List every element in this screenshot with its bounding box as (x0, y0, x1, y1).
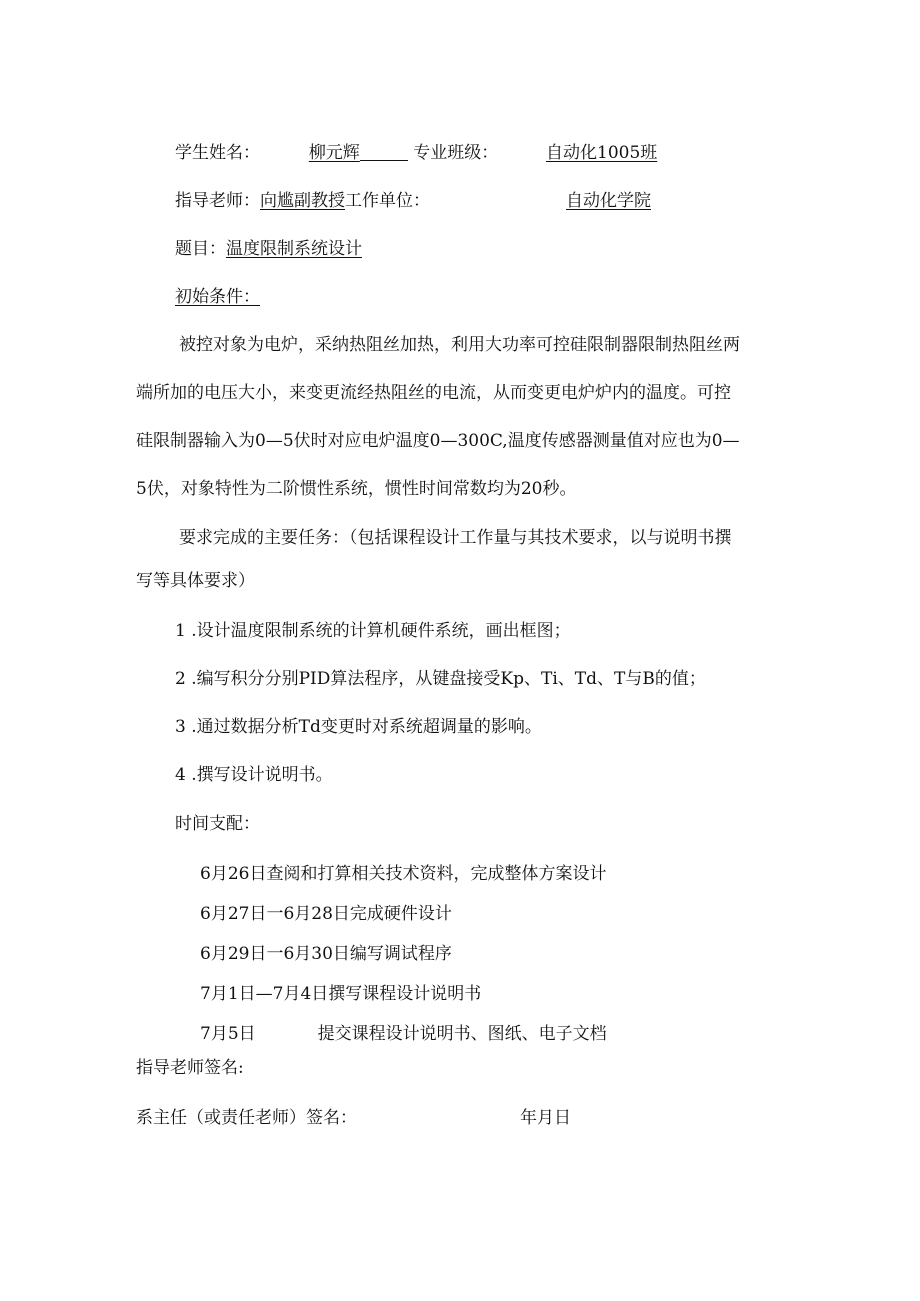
schedule-task: 编写调试程序 (349, 944, 452, 964)
requirements-intro-2: 写等具体要求） (136, 571, 255, 591)
director-signature-label: 系主任（或责任老师）签名： (136, 1108, 357, 1128)
schedule-heading: 时间支配： (175, 814, 260, 834)
topic-label: 题目： (175, 239, 226, 259)
schedule-date: 7月5日 (200, 1024, 256, 1044)
requirement-item-3: 3 .通过数据分析Td变更时对系统超调量的影响。 (175, 717, 542, 737)
schedule-item-4 (200, 983, 481, 1005)
schedule-date: 6月27日一6月28日 (200, 904, 350, 924)
unit-value: 自动化学院 (566, 191, 651, 211)
schedule-date: 6月26日 (200, 864, 267, 884)
initial-line-3: 硅限制器输入为0—5伏时对应电炉温度0—300C,温度传感器测量值对应也为0— (136, 431, 740, 451)
schedule-date: 7月1日—7月4日 (200, 984, 329, 1004)
schedule-task: 撰写课程设计说明书 (328, 984, 482, 1004)
schedule-item-5 (200, 1023, 607, 1045)
student-name-value: 柳元辉 (308, 143, 360, 163)
schedule-item-1 (200, 863, 606, 885)
initial-line-4: 5伏，对象特性为二阶惯性系统，惯性时间常数均为20秒。 (136, 479, 577, 499)
schedule-item-3 (200, 943, 452, 965)
initial-conditions-heading: 初始条件： (175, 287, 260, 307)
advisor-label: 指导老师： (175, 191, 260, 211)
schedule-task: 提交课程设计说明书、图纸、电子文档 (317, 1024, 607, 1044)
class-value-wrap (546, 142, 657, 164)
initial-line-1: 被控对象为电炉，采纳热阻丝加热，利用大功率可控硅限制器限制热阻丝两 (179, 335, 740, 355)
topic-row (175, 238, 362, 260)
requirements-intro-1: 要求完成的主要任务：（包括课程设计工作量与其技术要求，以与说明书撰 (179, 528, 732, 548)
advisor-value: 向尴副教授 (260, 191, 345, 211)
class-value: 自动化1005班 (546, 143, 658, 163)
advisor-signature-label: 指导老师签名: (136, 1058, 244, 1078)
initial-line-2: 端所加的电压大小，来变更流经热阻丝的电流，从而变更电炉炉内的温度。可控 (136, 383, 731, 403)
requirement-item-2: 2 .编写积分分别PID算法程序，从键盘接受Kp、Ti、Td、T与B的值； (175, 669, 706, 689)
student-name-label: 学生姓名： (175, 143, 260, 163)
signature-date-label: 年月日 (520, 1108, 571, 1128)
schedule-task: 查阅和打算相关技术资料，完成整体方案设计 (266, 864, 607, 884)
student-row (175, 142, 498, 164)
class-label: 专业班级： (413, 143, 499, 163)
requirement-item-4: 4 .撰写设计说明书。 (175, 765, 333, 785)
unit-value-wrap (566, 190, 651, 212)
requirement-item-1: 1 .设计温度限制系统的计算机硬件系统，画出框图； (175, 621, 571, 641)
topic-value: 温度限制系统设计 (226, 239, 362, 259)
schedule-date: 6月29日一6月30日 (200, 944, 350, 964)
schedule-item-2 (200, 903, 452, 925)
advisor-row (175, 190, 430, 212)
unit-label: 工作单位： (345, 191, 430, 211)
schedule-task: 完成硬件设计 (349, 904, 452, 924)
